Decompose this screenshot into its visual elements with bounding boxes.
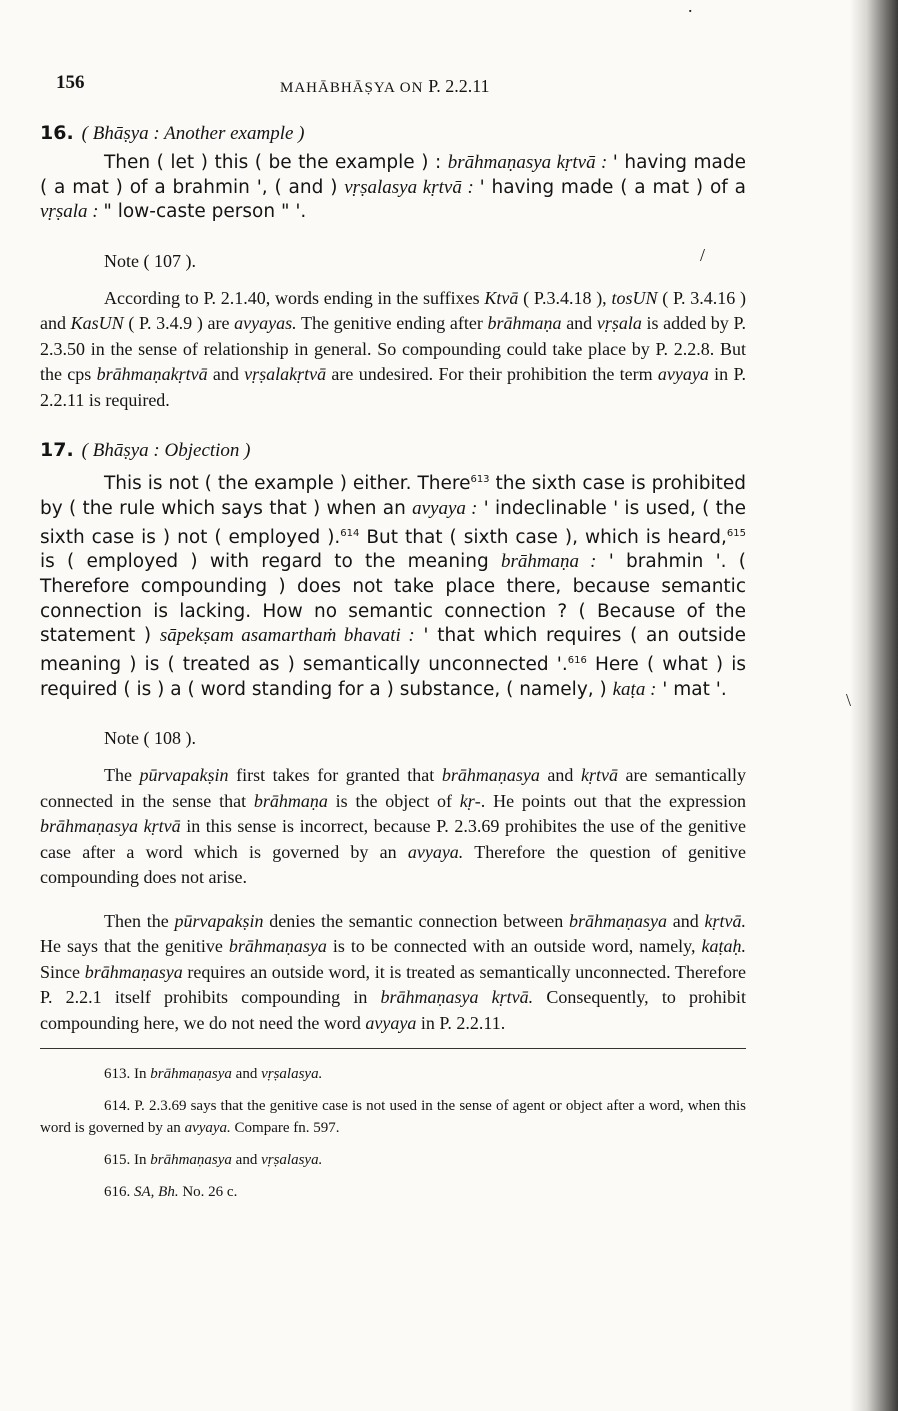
italic-term: brāhmaṇasya	[228, 936, 327, 957]
italic-term: kṛtvā	[580, 765, 618, 786]
italic-term: Ktvā	[484, 287, 519, 308]
text-run: ' having made ( a mat ) of a brahmin ', ( and )	[40, 152, 746, 198]
italic-term: avyaya :	[412, 498, 478, 520]
italic-term: brāhmaṇasya	[150, 1152, 232, 1169]
running-header	[40, 72, 746, 106]
margin-mark: /	[700, 244, 706, 265]
footnote-ref: 616	[567, 654, 587, 666]
italic-term: vṛṣala	[596, 313, 642, 334]
footnote-613	[40, 1063, 746, 1085]
text-run: the sixth case is prohibited by ( the rule which says that ) when an	[40, 473, 746, 520]
text-run: is added by P. 2.3.50 in the sense of relationship in general. So compounding could take place by P. 2.2.8. But the cps	[40, 313, 746, 385]
text-run: are semantically connected in the sense that	[40, 765, 746, 811]
text-run: ' having made ( a mat ) of a	[479, 176, 746, 198]
italic-term: brāhmaṇasya	[569, 910, 667, 931]
page-number: 156	[56, 72, 85, 93]
text-run: and	[231, 1152, 262, 1169]
italic-term: kaṭa :	[612, 678, 657, 700]
footnote-616	[40, 1181, 746, 1203]
italic-term: vṛṣalasya kṛtvā :	[344, 176, 480, 198]
footnote-ref: 613	[470, 474, 490, 486]
italic-term: brāhmaṇasya	[441, 765, 540, 786]
text-run: ' that which requires ( an outside meaning ) is ( treated as ) semantically unconnected '.	[40, 625, 746, 675]
italic-term: avyaya	[365, 1012, 417, 1033]
text-run: in P. 2.2.11 is required.	[40, 364, 746, 410]
italic-term: vṛṣalasya.	[261, 1066, 323, 1083]
italic-term: kṛtvā.	[704, 910, 747, 931]
italic-term: pūrvapakṣin	[174, 910, 264, 931]
text-run: and	[539, 765, 581, 786]
text-run: 613. In	[104, 1066, 151, 1083]
text-run: are undesired. For their prohibition the term	[326, 364, 658, 385]
text-run: and	[207, 364, 245, 385]
italic-term: brāhmaṇasya	[150, 1066, 232, 1083]
text-run: and	[231, 1066, 262, 1083]
footnote-615	[40, 1149, 746, 1171]
text-run: 615. In	[104, 1152, 151, 1169]
text-run: . He points out that the expression	[480, 790, 746, 811]
footnote-ref: 614	[340, 527, 360, 539]
note-107-text	[40, 286, 746, 414]
italic-term: avyaya.	[407, 841, 464, 862]
italic-term: kṛ-	[459, 790, 481, 811]
text-run: Since	[40, 961, 85, 982]
italic-term: brāhmaṇa	[487, 313, 562, 334]
scan-speck: .	[688, 0, 693, 16]
italic-term: vṛṣala :	[40, 201, 104, 223]
section-16-heading: 16. ( Bhāṣya : Another example )	[40, 122, 305, 144]
text-run: The genitive ending after	[296, 313, 488, 334]
text-run: Then the	[104, 910, 175, 931]
text-run: in P. 2.2.11.	[416, 1012, 506, 1033]
text-run: 614. P. 2.3.69 says that the genitive case is not used in the sense of agent or object after a word, when this word is governed by an	[40, 1098, 746, 1137]
italic-term: brāhmaṇa	[253, 790, 328, 811]
italic-term: brāhmaṇakṛtvā	[96, 364, 208, 385]
text-run: Compare fn. 597.	[230, 1120, 340, 1137]
text-run: ( P.3.4.18 ),	[518, 287, 612, 308]
italic-term: vṛṣalakṛtvā	[244, 364, 327, 385]
italic-term: avyaya	[657, 364, 709, 385]
italic-term: avyaya.	[184, 1120, 231, 1137]
text-run: According to P. 2.1.40, words ending in the suffixes	[104, 287, 485, 308]
note-108-label: Note ( 108 ).	[104, 728, 196, 749]
note-108-paragraph-2	[40, 909, 746, 1037]
text-run: in this sense is incorrect, because P. 2.3.69 prohibites the use of the genitive case after a word which is governed by an	[40, 816, 746, 862]
scan-speck: \	[846, 690, 852, 710]
italic-term: pūrvapakṣin	[139, 765, 229, 786]
italic-term: KasUN	[70, 313, 124, 334]
text-run: and	[561, 313, 597, 334]
italic-term: tosUN	[611, 287, 658, 308]
italic-term: brāhmaṇa :	[500, 551, 597, 573]
text-run: Here ( what ) is required ( is ) a ( word standing for a ) substance, ( namely, )	[40, 653, 746, 700]
page	[40, 72, 746, 1203]
text-run: is the object of	[327, 790, 460, 811]
text-run: Therefore the question of genitive compounding does not arise.	[40, 841, 746, 888]
text-run: ( P. 3.4.16 ) and	[40, 287, 746, 334]
italic-term: SA, Bh.	[134, 1184, 179, 1201]
text-run: first takes for granted that	[228, 765, 442, 786]
text-run: requires an outside word, it is treated as semantically unconnected. Therefore P. 2.2.1 itself prohibits compounding in	[40, 961, 746, 1008]
italic-term: brāhmaṇasya kṛtvā :	[447, 152, 613, 173]
text-run: But that ( sixth case ), which is heard,	[359, 526, 727, 548]
text-run: This is not ( the example ) either. There	[104, 473, 471, 495]
footnote-ref: 615	[726, 527, 746, 539]
note-108-paragraph-1	[40, 763, 746, 891]
text-run: is ( employed ) with regard to the meaning	[40, 551, 501, 573]
italic-term: sāpekṣam asamarthaṁ bhavati :	[159, 625, 415, 647]
section-16-text	[40, 151, 746, 225]
binding-shadow	[850, 0, 898, 1411]
text-run: 616.	[104, 1184, 134, 1201]
section-17-text	[40, 468, 746, 702]
italic-term: brāhmaṇasya kṛtvā.	[380, 987, 534, 1008]
text-run: He says that the genitive	[40, 936, 229, 957]
text-run: is to be connected with an outside word, namely,	[326, 936, 702, 957]
text-run: and	[667, 910, 705, 931]
italic-term: brāhmaṇasya	[84, 961, 183, 982]
footnote-614	[40, 1095, 746, 1139]
text-run: denies the semantic connection between	[263, 910, 569, 931]
note-107-label: Note ( 107 ). /	[104, 244, 706, 271]
text-run: ( P. 3.4.9 ) are	[123, 313, 235, 334]
section-17-heading: 17. ( Bhāṣya : Objection )	[40, 439, 251, 462]
text-run: Then ( let ) this ( be the example ) :	[104, 152, 448, 173]
italic-term: vṛṣalasya.	[261, 1152, 323, 1169]
italic-term: kaṭaḥ.	[701, 936, 747, 957]
text-run: ' mat '.	[656, 678, 727, 700]
italic-term: avyayas.	[234, 313, 297, 334]
italic-term: brāhmaṇasya kṛtvā	[40, 816, 181, 837]
text-run: The	[104, 765, 140, 786]
text-run: ' indeclinable ' is used, ( the sixth case is ) not ( employed ).	[40, 498, 746, 548]
text-run: " low-caste person " '.	[103, 201, 307, 223]
text-run: No. 26 c.	[178, 1184, 238, 1201]
running-title: MAHĀBHĀṢYA ON P. 2.2.11	[280, 76, 490, 96]
footnote-rule	[40, 1048, 746, 1049]
text-run: ' brahmin '. ( Therefore compounding ) does not take place there, because semantic connection is lacking. How no semantic connection ? ( Because of the statement )	[40, 551, 746, 647]
text-run: Consequently, to prohibit compounding here, we do not need the word	[40, 987, 746, 1033]
